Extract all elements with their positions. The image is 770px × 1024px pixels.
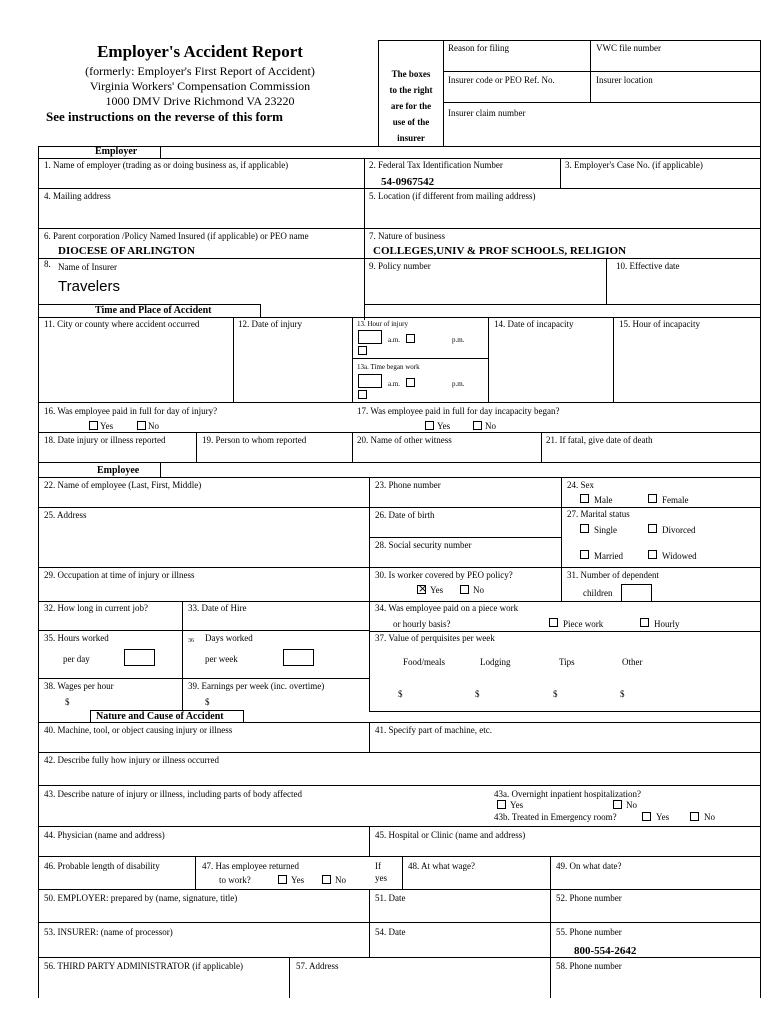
insurer-phone-value: 800-554-2642 xyxy=(574,945,637,957)
other-witness-field[interactable]: 20. Name of other witness xyxy=(357,435,452,445)
days-worked-number: 36 xyxy=(188,638,194,644)
section-employee: Employee xyxy=(97,465,140,476)
paid-full-day-incapacity-no-label: No xyxy=(485,421,496,431)
paid-full-day-incapacity-yes-checkbox[interactable] xyxy=(425,421,434,430)
overnight-hospitalization-yes-checkbox[interactable] xyxy=(497,800,506,809)
tax-id-field[interactable]: 2. Federal Tax Identification Number xyxy=(369,160,503,170)
hour-of-injury-pm-checkbox[interactable] xyxy=(358,346,367,355)
perquisites-label: 37. Value of perquisites per week xyxy=(375,633,495,643)
section-employer: Employer xyxy=(95,146,138,157)
physician-field[interactable]: 44. Physician (name and address) xyxy=(44,830,165,840)
piece-work-hourly-label: 34. Was employee paid on a piece work xyxy=(375,603,519,613)
form-title: Employer's Accident Report xyxy=(97,42,303,61)
insurer-code-field[interactable]: Insurer code or PEO Ref. No. xyxy=(448,75,555,85)
perquisites-food-label: Food/meals xyxy=(403,657,445,667)
return-wage-field[interactable]: 48. At what wage? xyxy=(408,861,475,871)
returned-to-work-label-2: to work? xyxy=(219,875,251,885)
hour-of-injury-am-checkbox[interactable] xyxy=(406,334,415,343)
date-of-birth-field[interactable]: 26. Date of birth xyxy=(375,510,435,520)
emergency-room-no-checkbox[interactable] xyxy=(690,812,699,821)
wages-per-hour-field[interactable]: 38. Wages per hour xyxy=(44,681,114,691)
time-began-work-am-checkbox[interactable] xyxy=(406,378,415,387)
ssn-field[interactable]: 28. Social security number xyxy=(375,540,472,550)
employer-name-field[interactable]: 1. Name of employer (trading as or doing business as, if applicable) xyxy=(44,160,289,170)
if-yes-label: If xyxy=(375,861,381,871)
time-began-work-input[interactable] xyxy=(358,374,382,388)
employee-address-field[interactable]: 25. Address xyxy=(44,510,87,520)
returned-to-work-yes-label: Yes xyxy=(291,875,305,885)
overnight-hospitalization-yes-label: Yes xyxy=(510,800,524,810)
date-of-death-field[interactable]: 21. If fatal, give date of death xyxy=(546,435,653,445)
time-began-work-pm-checkbox[interactable] xyxy=(358,390,367,399)
marital-single-label: Single xyxy=(594,525,618,535)
nature-of-business-value: COLLEGES,UNIV & PROF SCHOOLS, RELIGION xyxy=(373,245,627,257)
emergency-room-yes-checkbox[interactable] xyxy=(642,812,651,821)
insurer-name-field[interactable]: Name of Insurer xyxy=(58,262,117,272)
earnings-per-week-field[interactable]: 39. Earnings per week (inc. overtime) xyxy=(188,681,325,691)
phone-number-field[interactable]: 23. Phone number xyxy=(375,480,441,490)
piece-work-hourly-label-2: or hourly basis? xyxy=(393,619,451,629)
section-time-and-place: Time and Place of Accident xyxy=(95,305,212,316)
part-of-machine-field[interactable]: 41. Specify part of machine, etc. xyxy=(375,725,492,735)
machine-tool-object-field[interactable]: 40. Machine, tool, or object causing injury or illness xyxy=(44,725,233,735)
hourly-checkbox[interactable] xyxy=(640,618,649,627)
nature-of-business-field[interactable]: 7. Nature of business xyxy=(369,231,445,241)
hour-of-incapacity-field[interactable]: 15. Hour of incapacity xyxy=(619,319,700,329)
returned-to-work-no-checkbox[interactable] xyxy=(322,875,331,884)
commission-name: Virginia Workers' Compensation Commission xyxy=(89,79,311,93)
employer-date-field[interactable]: 51. Date xyxy=(375,893,406,903)
insurer-processor-field[interactable]: 53. INSURER: (name of processor) xyxy=(44,927,173,937)
paid-full-day-incapacity-yes-label: Yes xyxy=(437,421,451,431)
dependent-children-label: 31. Number of dependent xyxy=(567,570,659,580)
hour-of-injury-am-label: a.m. xyxy=(388,336,401,344)
returned-to-work-no-label: No xyxy=(335,875,346,885)
employer-phone-field[interactable]: 52. Phone number xyxy=(556,893,622,903)
vwc-file-number-field[interactable]: VWC file number xyxy=(596,43,661,53)
paid-full-day-injury-label: 16. Was employee paid in full for day of injury? xyxy=(44,406,218,416)
date-reported-field[interactable]: 18. Date injury or illness reported xyxy=(44,435,166,445)
time-began-work-label: 13a. Time began work xyxy=(357,363,420,371)
marital-divorced-checkbox[interactable] xyxy=(648,524,657,533)
perquisites-lodging-label: Lodging xyxy=(480,657,511,667)
marital-widowed-label: Widowed xyxy=(662,551,697,561)
if-yes-label-2: yes xyxy=(375,873,387,883)
perquisites-tips-label: Tips xyxy=(559,657,575,667)
policy-number-field[interactable]: 9. Policy number xyxy=(369,261,431,271)
third-party-administrator-field[interactable]: 56. THIRD PARTY ADMINISTRATOR (if applicable) xyxy=(44,961,243,971)
insurer-date-field[interactable]: 54. Date xyxy=(375,927,406,937)
tpa-phone-field[interactable]: 58. Phone number xyxy=(556,961,622,971)
insurer-name-number: 8. xyxy=(44,259,51,269)
hourly-label: Hourly xyxy=(654,619,680,629)
date-of-incapacity-field[interactable]: 14. Date of incapacity xyxy=(494,319,574,329)
time-in-current-job-field[interactable]: 32. How long in current job? xyxy=(44,603,148,613)
sex-female-label: Female xyxy=(662,495,689,505)
hour-of-injury-pm-label: p.m. xyxy=(452,336,465,344)
dependent-children-input[interactable] xyxy=(621,584,652,602)
days-worked-label: Days worked xyxy=(205,633,253,643)
sex-label: 24. Sex xyxy=(567,480,594,490)
earnings-per-week-dollar: $ xyxy=(205,697,210,707)
marital-widowed-checkbox[interactable] xyxy=(648,550,657,559)
marital-married-label: Married xyxy=(594,551,623,561)
time-began-work-am-label: a.m. xyxy=(388,380,401,388)
insurer-claim-number-field[interactable]: Insurer claim number xyxy=(448,108,526,118)
returned-to-work-label: 47. Has employee returned xyxy=(202,861,299,871)
parent-corporation-field[interactable]: 6. Parent corporation /Policy Named Insured (if applicable) or PEO name xyxy=(44,231,309,241)
employer-case-no-field[interactable]: 3. Employer's Case No. (if applicable) xyxy=(565,160,703,170)
paid-full-day-injury-yes-label: Yes xyxy=(100,421,114,431)
effective-date-field[interactable]: 10. Effective date xyxy=(616,261,680,271)
return-date-field[interactable]: 49. On what date? xyxy=(556,861,622,871)
paid-full-day-injury-no-checkbox[interactable] xyxy=(137,421,146,430)
overnight-hospitalization-no-checkbox[interactable] xyxy=(613,800,622,809)
date-of-injury-field[interactable]: 12. Date of injury xyxy=(238,319,302,329)
perquisites-other-label: Other xyxy=(622,657,643,667)
peo-covered-yes-checkbox[interactable] xyxy=(417,585,426,594)
overnight-hospitalization-no-label: No xyxy=(626,800,637,810)
perquisites-lodging-dollar[interactable]: $ xyxy=(475,689,480,699)
wages-per-hour-dollar: $ xyxy=(65,697,70,707)
time-began-work-pm-label: p.m. xyxy=(452,380,465,388)
marital-divorced-label: Divorced xyxy=(662,525,696,535)
days-worked-per-week-input[interactable] xyxy=(283,649,314,666)
hours-worked-per-day-input[interactable] xyxy=(124,649,155,666)
paid-full-day-injury-no-label: No xyxy=(148,421,159,431)
how-injury-occurred-field[interactable]: 42. Describe fully how injury or illness occurred xyxy=(44,755,219,765)
occupation-field[interactable]: 29. Occupation at time of injury or illness xyxy=(44,570,195,580)
hours-worked-label-2: per day xyxy=(63,654,90,664)
instructions-note: See instructions on the reverse of this form xyxy=(46,109,283,124)
parent-corporation-value: DIOCESE OF ARLINGTON xyxy=(58,245,195,257)
perquisites-other-dollar[interactable]: $ xyxy=(620,689,625,699)
emergency-room-no-label: No xyxy=(704,812,715,822)
reason-for-filing-field[interactable]: Reason for filing xyxy=(448,43,509,53)
employer-prepared-by-field[interactable]: 50. EMPLOYER: prepared by (name, signature, title) xyxy=(44,893,238,903)
person-reported-to-field[interactable]: 19. Person to whom reported xyxy=(202,435,307,445)
insurer-name-value: Travelers xyxy=(58,278,120,295)
mailing-address-field[interactable]: 4. Mailing address xyxy=(44,191,111,201)
sex-female-checkbox[interactable] xyxy=(648,494,657,503)
peo-covered-yes-label: Yes xyxy=(430,585,444,595)
section-nature-and-cause: Nature and Cause of Accident xyxy=(96,711,224,722)
paid-full-day-incapacity-no-checkbox[interactable] xyxy=(473,421,482,430)
accident-city-county-field[interactable]: 11. City or county where accident occurred xyxy=(44,319,200,329)
hours-worked-label: 35. Hours worked xyxy=(44,633,109,643)
hospital-clinic-field[interactable]: 45. Hospital or Clinic (name and address) xyxy=(375,830,526,840)
peo-covered-no-checkbox[interactable] xyxy=(460,585,469,594)
insurer-phone-field[interactable]: 55. Phone number xyxy=(556,927,622,937)
hour-of-injury-input[interactable] xyxy=(358,330,382,344)
peo-covered-label: 30. Is worker covered by PEO policy? xyxy=(375,570,513,580)
returned-to-work-yes-checkbox[interactable] xyxy=(278,875,287,884)
emergency-room-label: 43b. Treated in Emergency room? xyxy=(494,812,617,822)
employee-name-field[interactable]: 22. Name of employee (Last, First, Middle) xyxy=(44,480,202,490)
days-worked-label-2: per week xyxy=(205,654,238,664)
form-subtitle: (formerly: Employer's First Report of Accident) xyxy=(85,64,315,78)
tpa-address-field[interactable]: 57. Address xyxy=(296,961,339,971)
paid-full-day-injury-yes-checkbox[interactable] xyxy=(89,421,98,430)
marital-single-checkbox[interactable] xyxy=(580,524,589,533)
dependent-children-label-2: children xyxy=(583,588,613,598)
sex-male-checkbox[interactable] xyxy=(580,494,589,503)
location-field[interactable]: 5. Location (if different from mailing address) xyxy=(369,191,536,201)
peo-covered-no-label: No xyxy=(473,585,484,595)
commission-address: 1000 DMV Drive Richmond VA 23220 xyxy=(105,94,295,108)
marital-married-checkbox[interactable] xyxy=(580,550,589,559)
nature-of-injury-field[interactable]: 43. Describe nature of injury or illness, including parts of body affected xyxy=(44,789,303,799)
length-of-disability-field[interactable]: 46. Probable length of disability xyxy=(44,861,160,871)
sex-male-label: Male xyxy=(594,495,613,505)
perquisites-food-dollar[interactable]: $ xyxy=(398,689,403,699)
marital-status-label: 27. Marital status xyxy=(567,509,630,519)
tax-id-value: 54-0967542 xyxy=(381,176,435,188)
paid-full-day-incapacity-label: 17. Was employee paid in full for day incapacity began? xyxy=(357,406,560,416)
piece-work-label: Piece work xyxy=(563,619,604,629)
date-of-hire-field[interactable]: 33. Date of Hire xyxy=(188,603,247,613)
piece-work-checkbox[interactable] xyxy=(549,618,558,627)
insurer-boxes-note: The boxes to the right are for the use of the insurer xyxy=(389,69,433,143)
insurer-location-field[interactable]: Insurer location xyxy=(596,75,653,85)
perquisites-tips-dollar[interactable]: $ xyxy=(553,689,558,699)
emergency-room-yes-label: Yes xyxy=(656,812,670,822)
overnight-hospitalization-label: 43a. Overnight inpatient hospitalization? xyxy=(494,789,641,799)
hour-of-injury-label: 13. Hour of injury xyxy=(357,320,408,328)
